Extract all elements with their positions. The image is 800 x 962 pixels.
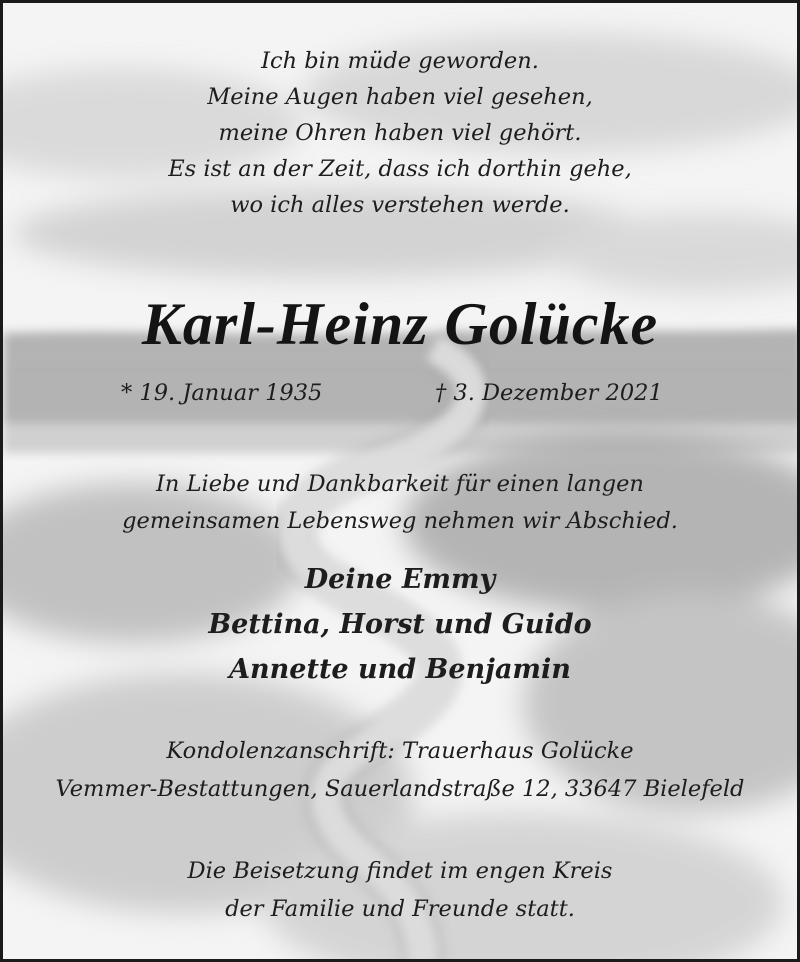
family-line: Bettina, Horst und Guido bbox=[208, 609, 592, 640]
deceased-name: Karl-Heinz Golücke bbox=[141, 291, 659, 357]
poem-line: Ich bin müde geworden. bbox=[261, 48, 539, 74]
poem-line: meine Ohren haben viel gehört. bbox=[218, 120, 582, 146]
birth-date: * 19. Januar 1935 bbox=[121, 380, 323, 406]
farewell-line: In Liebe und Dankbarkeit für einen langen bbox=[156, 471, 644, 497]
funeral-line: Die Beisetzung findet im engen Kreis bbox=[187, 858, 613, 884]
poem-line: Meine Augen haben viel gesehen, bbox=[207, 84, 593, 110]
farewell-line: gemeinsamen Lebensweg nehmen wir Abschied. bbox=[122, 508, 678, 534]
condolence-line: Vemmer-Bestattungen, Sauerlandstraße 12, 33647 Bielefeld bbox=[55, 776, 745, 802]
condolence-line: Kondolenzanschrift: Trauerhaus Golücke bbox=[166, 738, 634, 764]
family-line: Annette und Benjamin bbox=[229, 654, 571, 685]
poem-line: wo ich alles verstehen werde. bbox=[230, 192, 570, 218]
poem-line: Es ist an der Zeit, dass ich dorthin gehe, bbox=[168, 156, 632, 182]
funeral-line: der Familie und Freunde statt. bbox=[225, 896, 575, 922]
death-date: † 3. Dezember 2021 bbox=[435, 380, 663, 406]
family-line: Deine Emmy bbox=[304, 564, 496, 595]
